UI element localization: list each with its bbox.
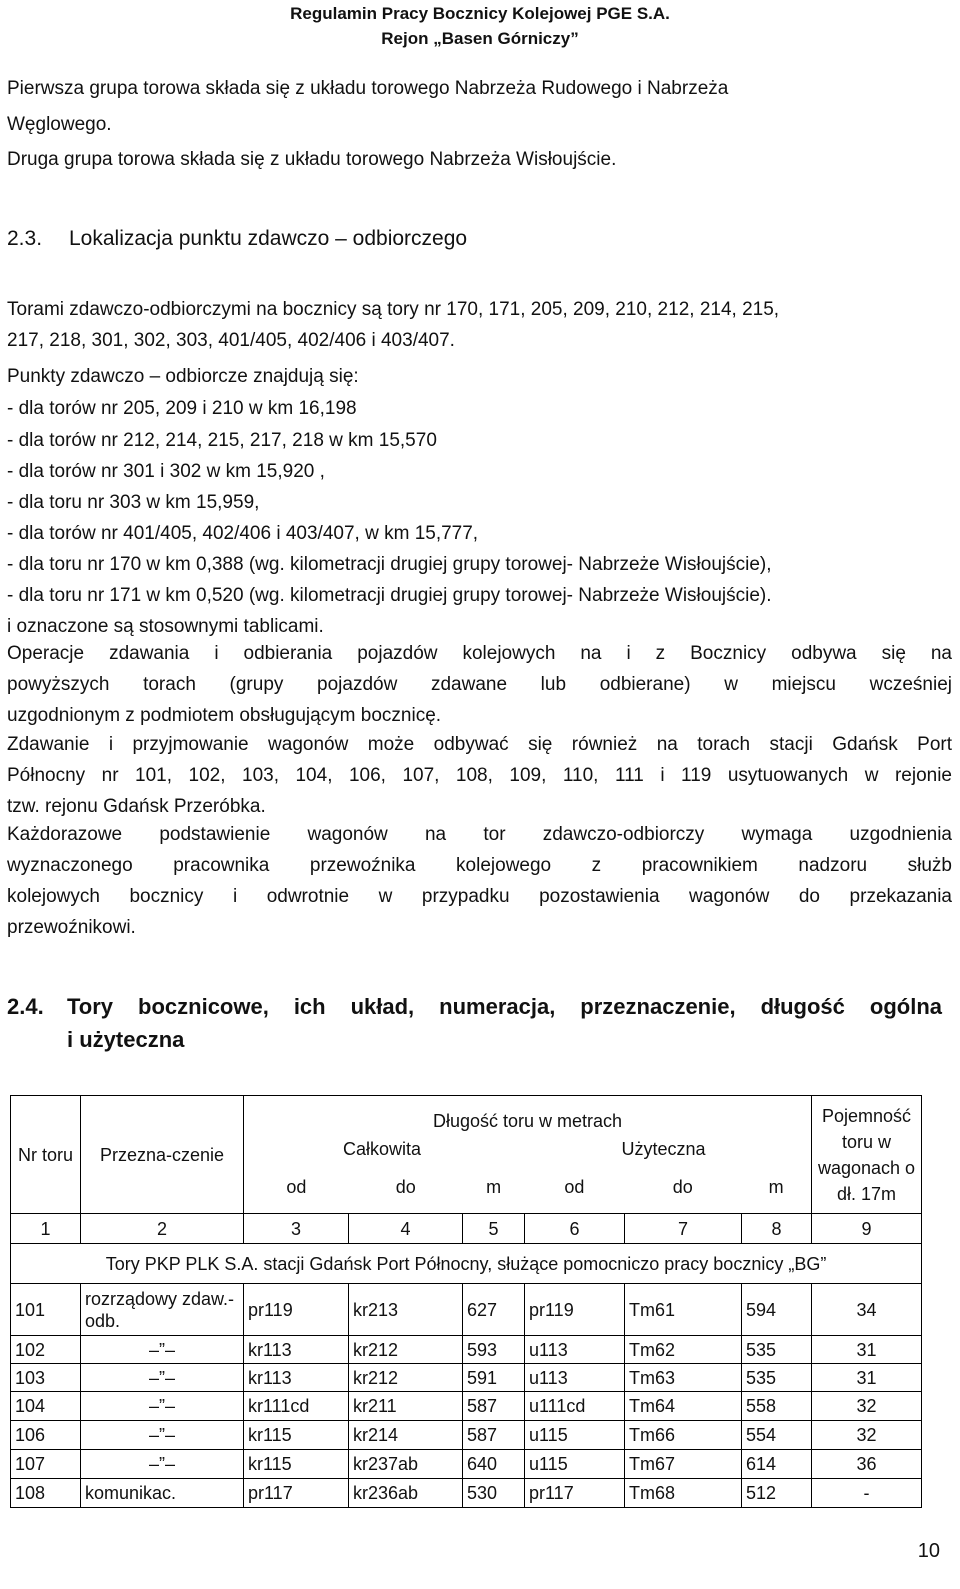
cell-capacity: 31 bbox=[812, 1364, 922, 1392]
cell-to: kr212 bbox=[349, 1336, 463, 1364]
cell-useful-m: 535 bbox=[742, 1336, 812, 1364]
cell-to: kr214 bbox=[349, 1421, 463, 1450]
cell-m: 587 bbox=[463, 1392, 525, 1421]
point-item: - dla torów nr 301 i 302 w km 15,920 , bbox=[7, 461, 325, 482]
point-item: - dla toru nr 303 w km 15,959, bbox=[7, 492, 260, 513]
cell-useful-m: 554 bbox=[742, 1421, 812, 1450]
cell-purpose: –”– bbox=[81, 1336, 244, 1364]
cell-useful-from: u111cd bbox=[525, 1392, 625, 1421]
cell-from: kr115 bbox=[244, 1421, 349, 1450]
group-title: Tory PKP PLK S.A. stacji Gdańsk Port Północny, służące pomocniczo pracy bocznicy „BG” bbox=[11, 1244, 922, 1284]
cell-useful-to: Tm62 bbox=[625, 1336, 742, 1364]
cell-m: 530 bbox=[463, 1479, 525, 1508]
header-m: m bbox=[486, 1176, 502, 1197]
section-24-number: 2.4. bbox=[7, 994, 44, 1019]
point-item: - dla torów nr 212, 214, 215, 217, 218 w km 15,570 bbox=[7, 430, 437, 451]
cell-purpose: rozrządowy zdaw.-odb. bbox=[81, 1284, 244, 1336]
tracks-table bbox=[10, 1095, 922, 1508]
cell-purpose: komunikac. bbox=[81, 1479, 244, 1508]
cell-m: 593 bbox=[463, 1336, 525, 1364]
header-total: Całkowita bbox=[342, 1138, 422, 1159]
column-number: 7 bbox=[625, 1214, 742, 1244]
section-title: Lokalizacja punktu zdawczo – odbiorczego bbox=[69, 227, 468, 250]
point-item: - dla torów nr 205, 209 i 210 w km 16,198 bbox=[7, 398, 357, 419]
column-number: 2 bbox=[81, 1214, 244, 1244]
each-line: wyznaczonego pracownika przewoźnika kolejowego z pracownikiem nadzoru służb bbox=[7, 855, 952, 876]
cell-nr: 106 bbox=[11, 1421, 81, 1450]
cell-from: pr117 bbox=[244, 1479, 349, 1508]
ops-line: uzgodnionym z podmiotem obsługującym bocznicę. bbox=[7, 705, 442, 726]
cell-m: 627 bbox=[463, 1284, 525, 1336]
point-item: i oznaczone są stosownymi tablicami. bbox=[7, 616, 324, 637]
intro-line-2: Węglowego. bbox=[7, 114, 112, 135]
document-header-title: Regulamin Pracy Bocznicy Kolejowej PGE S.A. bbox=[290, 4, 670, 23]
cell-useful-m: 594 bbox=[742, 1284, 812, 1336]
table-row bbox=[11, 1284, 922, 1336]
cell-m: 591 bbox=[463, 1364, 525, 1392]
header-useful: Użyteczna bbox=[621, 1138, 706, 1159]
header-to: do bbox=[672, 1176, 693, 1197]
cell-to: kr213 bbox=[349, 1284, 463, 1336]
handover-line: tzw. rejonu Gdańsk Przeróbka. bbox=[7, 796, 266, 817]
page-number: 10 bbox=[917, 1540, 940, 1562]
cell-useful-to: Tm67 bbox=[625, 1450, 742, 1479]
cell-capacity: 36 bbox=[812, 1450, 922, 1479]
cell-from: kr115 bbox=[244, 1450, 349, 1479]
cell-capacity: 32 bbox=[812, 1421, 922, 1450]
column-number: 5 bbox=[463, 1214, 525, 1244]
table-row bbox=[11, 1450, 922, 1479]
cell-useful-from: u113 bbox=[525, 1336, 625, 1364]
header-length: Długość toru w metrach bbox=[432, 1110, 623, 1131]
point-item: - dla toru nr 171 w km 0,520 (wg. kilometracji drugiej grupy torowej- Nabrzeże Wisłoujście). bbox=[7, 585, 772, 606]
column-number: 1 bbox=[11, 1214, 81, 1244]
cell-purpose: –”– bbox=[81, 1421, 244, 1450]
cell-useful-m: 558 bbox=[742, 1392, 812, 1421]
points-intro: Punkty zdawczo – odbiorcze znajdują się: bbox=[7, 366, 359, 387]
table-row bbox=[11, 1479, 922, 1508]
cell-from: kr113 bbox=[244, 1364, 349, 1392]
intro-line-1: Pierwsza grupa torowa składa się z układu torowego Nabrzeża Rudowego i Nabrzeża bbox=[7, 78, 729, 99]
column-number: 8 bbox=[742, 1214, 812, 1244]
column-number: 6 bbox=[525, 1214, 625, 1244]
header-to: do bbox=[395, 1176, 416, 1197]
column-number: 9 bbox=[812, 1214, 922, 1244]
cell-m: 640 bbox=[463, 1450, 525, 1479]
cell-to: kr236ab bbox=[349, 1479, 463, 1508]
cell-useful-to: Tm63 bbox=[625, 1364, 742, 1392]
cell-useful-from: u113 bbox=[525, 1364, 625, 1392]
cell-nr: 102 bbox=[11, 1336, 81, 1364]
cell-nr: 107 bbox=[11, 1450, 81, 1479]
section-number: 2.3. bbox=[7, 227, 43, 250]
cell-purpose: –”– bbox=[81, 1392, 244, 1421]
column-number-row bbox=[11, 1214, 922, 1244]
cell-m: 587 bbox=[463, 1421, 525, 1450]
point-item: - dla torów nr 401/405, 402/406 i 403/407, w km 15,777, bbox=[7, 523, 479, 544]
section-24-title: Tory bocznicowe, ich układ, numeracja, przeznaczenie, długość ogólna bbox=[67, 994, 942, 1019]
cell-nr: 108 bbox=[11, 1479, 81, 1508]
column-number: 4 bbox=[349, 1214, 463, 1244]
group-row bbox=[11, 1244, 922, 1284]
each-line: przewoźnikowi. bbox=[7, 917, 136, 938]
cell-useful-to: Tm61 bbox=[625, 1284, 742, 1336]
each-line: Każdorazowe podstawienie wagonów na tor zdawczo-odbiorczy wymaga uzgodnienia bbox=[7, 824, 952, 845]
tracks-line-2: 217, 218, 301, 302, 303, 401/405, 402/406 i 403/407. bbox=[7, 330, 455, 351]
cell-useful-from: pr119 bbox=[525, 1284, 625, 1336]
ops-line: Operacje zdawania i odbierania pojazdów kolejowych na i z Bocznicy odbywa się na bbox=[7, 643, 952, 664]
handover-line: Zdawanie i przyjmowanie wagonów może odbywać się również na torach stacji Gdańsk Port bbox=[7, 734, 952, 755]
cell-from: pr119 bbox=[244, 1284, 349, 1336]
cell-purpose: –”– bbox=[81, 1364, 244, 1392]
cell-from: kr111cd bbox=[244, 1392, 349, 1421]
cell-capacity: - bbox=[812, 1479, 922, 1508]
table-row bbox=[11, 1336, 922, 1364]
section-24-title-cont: i użyteczna bbox=[67, 1027, 185, 1052]
cell-useful-to: Tm66 bbox=[625, 1421, 742, 1450]
cell-from: kr113 bbox=[244, 1336, 349, 1364]
cell-nr: 104 bbox=[11, 1392, 81, 1421]
cell-purpose: –”– bbox=[81, 1450, 244, 1479]
point-item: - dla toru nr 170 w km 0,388 (wg. kilometracji drugiej grupy torowej- Nabrzeże Wisłoujście), bbox=[7, 554, 772, 575]
cell-to: kr237ab bbox=[349, 1450, 463, 1479]
cell-useful-m: 512 bbox=[742, 1479, 812, 1508]
cell-useful-m: 614 bbox=[742, 1450, 812, 1479]
cell-nr: 101 bbox=[11, 1284, 81, 1336]
cell-capacity: 32 bbox=[812, 1392, 922, 1421]
tracks-line-1: Torami zdawczo-odbiorczymi na bocznicy są tory nr 170, 171, 205, 209, 210, 212, 214, 215, bbox=[7, 299, 780, 320]
cell-useful-to: Tm64 bbox=[625, 1392, 742, 1421]
header-capacity: Pojemność toru w wagonach o dł. 17m bbox=[812, 1096, 922, 1214]
table-row bbox=[11, 1392, 922, 1421]
header-purpose: Przezna-czenie bbox=[81, 1096, 244, 1214]
column-number: 3 bbox=[244, 1214, 349, 1244]
table-row bbox=[11, 1364, 922, 1392]
cell-capacity: 31 bbox=[812, 1336, 922, 1364]
each-line: kolejowych bocznicy i odwrotnie w przypadku pozostawienia wagonów do przekazania bbox=[7, 886, 952, 907]
cell-to: kr211 bbox=[349, 1392, 463, 1421]
ops-line: powyższych torach (grupy pojazdów zdawane lub odbierane) w miejscu wcześniej bbox=[7, 674, 952, 695]
cell-useful-from: u115 bbox=[525, 1421, 625, 1450]
header-m: m bbox=[768, 1176, 784, 1197]
table-header-row bbox=[11, 1096, 922, 1214]
cell-useful-from: u115 bbox=[525, 1450, 625, 1479]
intro-line-3: Druga grupa torowa składa się z układu torowego Nabrzeża Wisłoujście. bbox=[7, 149, 617, 170]
header-from: od bbox=[286, 1176, 307, 1197]
cell-useful-to: Tm68 bbox=[625, 1479, 742, 1508]
cell-to: kr212 bbox=[349, 1364, 463, 1392]
document-header-subtitle: Rejon „Basen Górniczy” bbox=[381, 29, 579, 48]
handover-line: Północny nr 101, 102, 103, 104, 106, 107, 108, 109, 110, 111 i 119 usytuowanych w rejonie bbox=[7, 765, 952, 786]
cell-capacity: 34 bbox=[812, 1284, 922, 1336]
header-track-number: Nr toru bbox=[17, 1144, 73, 1165]
header-from: od bbox=[564, 1176, 585, 1197]
cell-useful-m: 535 bbox=[742, 1364, 812, 1392]
table-row bbox=[11, 1421, 922, 1450]
cell-nr: 103 bbox=[11, 1364, 81, 1392]
cell-useful-from: pr117 bbox=[525, 1479, 625, 1508]
